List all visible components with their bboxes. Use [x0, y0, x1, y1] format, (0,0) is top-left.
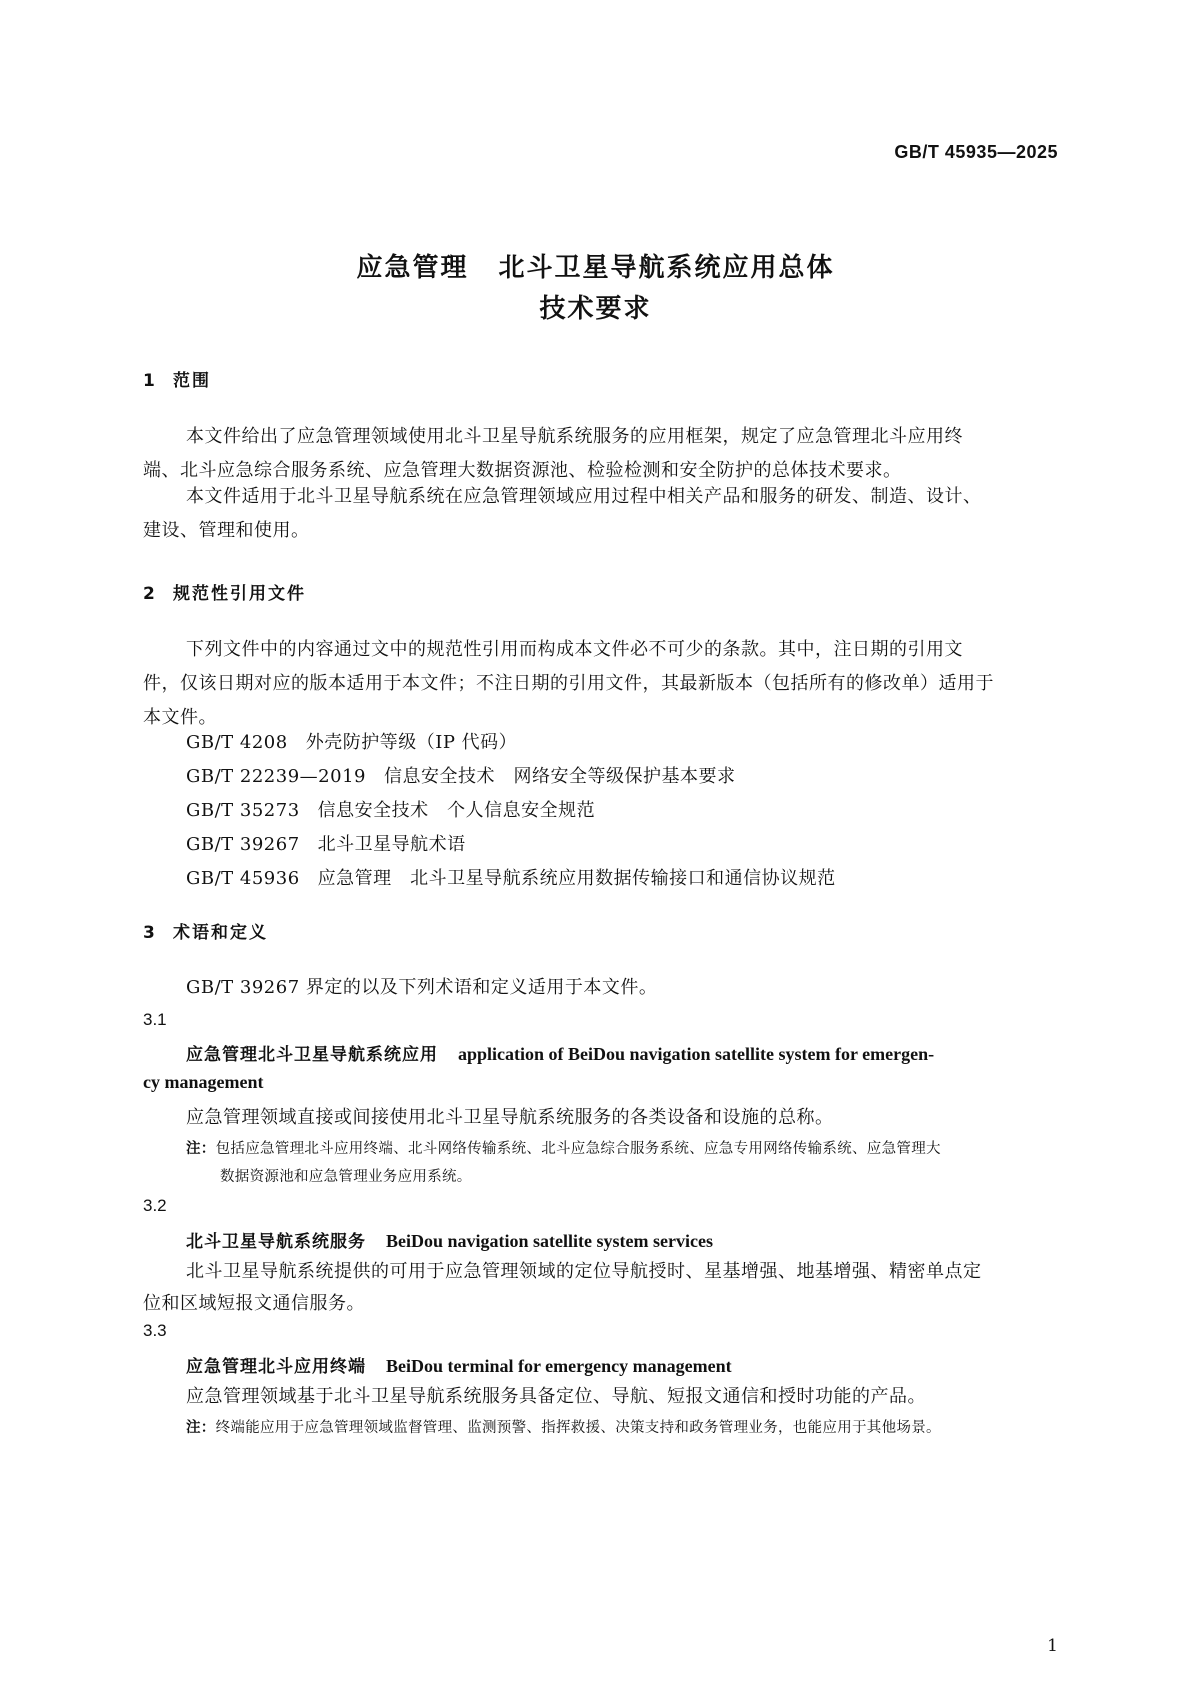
- standard-code: GB/T 45935—2025: [894, 142, 1058, 162]
- term-title-continuation: cy management: [143, 1072, 264, 1092]
- section-3-intro: GB/T 39267 界定的以及下列术语和定义适用于本文件。: [186, 977, 658, 998]
- term-definition-continuation: 位和区域短报文通信服务。: [143, 1293, 365, 1314]
- reference-item: GB/T 45936 应急管理 北斗卫星导航系统应用数据传输接口和通信协议规范: [186, 868, 836, 889]
- section-1-heading: 1 范围: [143, 371, 211, 391]
- term-title: 应急管理北斗应用终端 BeiDou terminal for emergency management: [186, 1356, 732, 1377]
- section-1-paragraph-2: 本文件适用于北斗卫星导航系统在应急管理领域应用过程中相关产品和服务的研发、制造、设计、 建设、管理和使用。: [143, 486, 982, 541]
- section-2-paragraph: 下列文件中的内容通过文中的规范性引用而构成本文件必不可少的条款。其中，注日期的引用文 件，仅该日期对应的版本适用于本文件；不注日期的引用文件，其最新版本（包括所有的修改单）适用于 本文件。: [143, 639, 994, 728]
- term-definition: 应急管理领域基于北斗卫星导航系统服务具备定位、导航、短报文通信和授时功能的产品。: [186, 1386, 926, 1407]
- term-definition: 北斗卫星导航系统提供的可用于应急管理领域的定位导航授时、星基增强、地基增强、精密单点定: [186, 1261, 982, 1282]
- term-note-continuation: 数据资源池和应急管理业务应用系统。: [220, 1169, 472, 1185]
- term-definition: 应急管理领域直接或间接使用北斗卫星导航系统服务的各类设备和设施的总称。: [186, 1107, 834, 1128]
- term-number: 3.2: [143, 1196, 167, 1215]
- section-2-heading: 2 规范性引用文件: [143, 584, 306, 604]
- section-3-heading: 3 术语和定义: [143, 923, 268, 943]
- term-number: 3.1: [143, 1010, 167, 1029]
- section-1-paragraph-1: 本文件给出了应急管理领域使用北斗卫星导航系统服务的应用框架，规定了应急管理北斗应用终 端、北斗应急综合服务系统、应急管理大数据资源池、检验检测和安全防护的总体技术要求。: [143, 426, 963, 481]
- reference-item: GB/T 39267 北斗卫星导航术语: [186, 834, 466, 855]
- document-title-line1: [0, 247, 1191, 284]
- term-title: 北斗卫星导航系统服务 BeiDou navigation satellite system services: [186, 1231, 713, 1252]
- term-note: 注：包括应急管理北斗应用终端、北斗网络传输系统、北斗应急综合服务系统、应急专用网络传输系统、应急管理大: [186, 1141, 941, 1157]
- term-note: 注：终端能应用于应急管理领域监督管理、监测预警、指挥救援、决策支持和政务管理业务，也能应用于其他场景。: [186, 1420, 941, 1436]
- title-prefix: 应急管理: [356, 253, 469, 283]
- title-main: 北斗卫星导航系统应用总体: [498, 253, 835, 283]
- term-number: 3.3: [143, 1321, 167, 1340]
- reference-item: GB/T 22239—2019 信息安全技术 网络安全等级保护基本要求: [186, 766, 736, 787]
- document-title-line2: 技术要求: [539, 294, 652, 324]
- page-number: 1: [1047, 1636, 1058, 1656]
- term-title: 应急管理北斗卫星导航系统应用 application of BeiDou navigation satellite system for emergen-: [186, 1044, 935, 1065]
- reference-item: GB/T 35273 信息安全技术 个人信息安全规范: [186, 800, 596, 821]
- reference-item: GB/T 4208 外壳防护等级（IP 代码）: [186, 732, 518, 753]
